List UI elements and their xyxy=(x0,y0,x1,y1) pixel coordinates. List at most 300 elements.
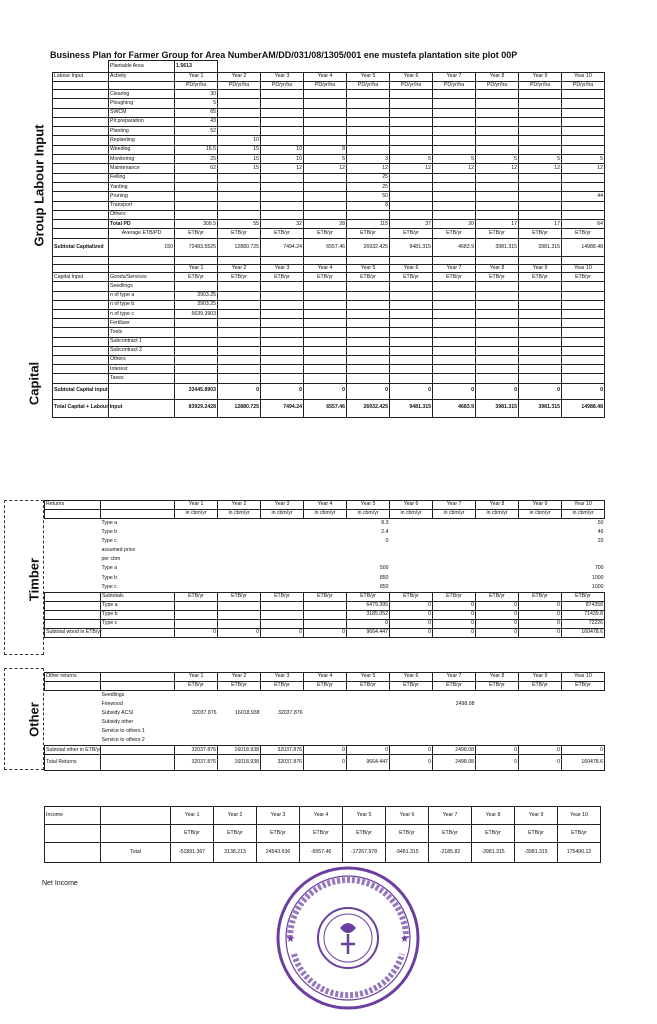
other-return-value xyxy=(519,691,562,700)
capital-item-value xyxy=(433,365,476,374)
labour-capital-table xyxy=(52,60,605,418)
activity-value xyxy=(476,182,519,191)
timber-subtotal-type-value xyxy=(261,610,304,619)
etb-unit: ETB/yr xyxy=(304,592,347,601)
capital-item-value xyxy=(347,328,390,337)
blank-cell xyxy=(53,346,109,355)
etb-unit: ETB/yr xyxy=(175,273,218,282)
capital-item-value xyxy=(390,374,433,383)
other-return-value xyxy=(519,736,562,745)
plantable-area-value: 1.5613 xyxy=(175,61,218,73)
year-header: Year 10 xyxy=(562,73,605,82)
timber-subtotal-value: 0 xyxy=(476,629,519,638)
timber-subtotal-type-name: Type b xyxy=(101,610,175,619)
other-return-name: Seedlings xyxy=(101,691,125,698)
activity-value: 43 xyxy=(175,117,218,126)
capital-total-value: 12880.725 xyxy=(218,399,261,417)
activity-name: Replanting xyxy=(109,136,175,145)
activity-value xyxy=(519,145,562,154)
blank-cell xyxy=(53,265,109,273)
activity-value xyxy=(433,108,476,117)
other-returns-label: Other returns xyxy=(45,673,101,682)
activity-value: 309.5 xyxy=(175,220,218,229)
unit-header: PD/yr/ha xyxy=(347,82,390,90)
timber-subtotal-value: 0 xyxy=(519,629,562,638)
activity-value xyxy=(175,201,218,210)
activity-value xyxy=(519,201,562,210)
capital-item-value: 3903.25 xyxy=(175,291,218,300)
capital-item-value xyxy=(261,291,304,300)
etb-unit: ETB/yr xyxy=(562,273,605,282)
activity-value xyxy=(304,99,347,108)
timber-subtotal-type-value xyxy=(218,601,261,610)
capital-item-value xyxy=(433,310,476,319)
other-return-value xyxy=(218,700,261,709)
timber-value xyxy=(304,574,347,583)
activity-value xyxy=(390,173,433,182)
year-header: Year 1 xyxy=(175,73,218,82)
timber-subtotal-value: 0 xyxy=(175,629,218,638)
capital-item-value xyxy=(304,374,347,383)
capital-item-value xyxy=(433,300,476,309)
timber-subtotal-type-value: 0 xyxy=(390,610,433,619)
timber-value xyxy=(218,537,261,546)
capital-total-value: 7494.24 xyxy=(261,399,304,417)
capital-item-name: Interest xyxy=(109,365,175,374)
blank-cell xyxy=(45,727,101,736)
capital-item-value xyxy=(390,300,433,309)
activity-value xyxy=(433,201,476,210)
blank-cell xyxy=(101,673,175,682)
timber-subtotal-type-value: 0 xyxy=(390,619,433,628)
timber-subtotal-type-value xyxy=(261,601,304,610)
other-return-value xyxy=(175,736,218,745)
timber-subtotal-type-value xyxy=(261,619,304,628)
timber-subtotal-type-value: 71439.8 xyxy=(562,610,605,619)
capital-item-value xyxy=(433,337,476,346)
other-subtotal-value: 0 xyxy=(347,746,390,755)
etb-unit: ETB/yr xyxy=(175,592,218,601)
income-total-value: 175490.12 xyxy=(558,843,601,863)
other-row xyxy=(45,709,605,718)
timber-subtotal-type-value: 0 xyxy=(433,610,476,619)
capital-item-name: Taxes xyxy=(109,374,175,383)
other-return-value xyxy=(175,718,218,727)
timber-value xyxy=(476,583,519,592)
capital-item-value xyxy=(476,355,519,364)
activity-value xyxy=(433,210,476,219)
capital-subtotal-row xyxy=(53,383,605,399)
capital-item-value xyxy=(476,282,519,291)
blank-cell xyxy=(562,257,605,265)
blank-cell xyxy=(53,155,109,164)
labour-year-header-row xyxy=(53,73,605,82)
capital-item-value xyxy=(433,355,476,364)
etb-unit: ETB/yr xyxy=(300,825,343,843)
total-returns-value: 160478.6 xyxy=(562,755,605,771)
activity-value xyxy=(390,99,433,108)
activity-value: 8 xyxy=(304,145,347,154)
other-subtotal-value: 0 xyxy=(304,746,347,755)
etb-unit: ETB/yr xyxy=(261,592,304,601)
labour-activity-row xyxy=(53,173,605,182)
other-return-value xyxy=(218,691,261,700)
labour-subtotal-value: 12880.725 xyxy=(218,239,261,257)
timber-subtotal-type-value xyxy=(304,619,347,628)
timber-subtotal-type-row xyxy=(45,601,605,610)
capital-item-value xyxy=(390,291,433,300)
timber-value xyxy=(218,574,261,583)
blank-cell xyxy=(45,564,101,573)
activity-value: 64 xyxy=(562,220,605,229)
activity-value xyxy=(433,117,476,126)
capital-item-row xyxy=(53,328,605,337)
timber-value xyxy=(562,555,605,564)
total-returns-value: 32037.876 xyxy=(175,755,218,771)
timber-type-name: Type a xyxy=(101,519,118,526)
other-return-value xyxy=(390,700,433,709)
etb-unit: ETB/yr xyxy=(476,273,519,282)
total-returns-value: 0 xyxy=(304,755,347,771)
activity-value xyxy=(519,127,562,136)
blank-cell xyxy=(53,173,109,182)
other-returns-table xyxy=(44,672,605,771)
blank-cell xyxy=(476,61,519,73)
other-return-value xyxy=(304,700,347,709)
other-return-value xyxy=(347,709,390,718)
capital-input-label: Capital Input xyxy=(53,273,109,282)
other-return-value xyxy=(347,736,390,745)
activity-value xyxy=(519,210,562,219)
activity-value xyxy=(347,136,390,145)
blank-cell xyxy=(53,99,109,108)
capital-item-value xyxy=(347,310,390,319)
activity-value xyxy=(261,192,304,201)
timber-subtotal-type-value xyxy=(218,619,261,628)
other-unit-row xyxy=(45,682,605,691)
blank-cell xyxy=(53,61,109,73)
labour-activity-row xyxy=(53,117,605,126)
blank-cell xyxy=(53,365,109,374)
capital-item-value xyxy=(304,328,347,337)
activity-value xyxy=(347,108,390,117)
timber-value: 850 xyxy=(379,574,389,581)
activity-value: 37 xyxy=(390,220,433,229)
capital-item-row xyxy=(53,346,605,355)
capital-item-row xyxy=(53,310,605,319)
activity-value xyxy=(390,117,433,126)
year-header: Year 6 xyxy=(390,673,433,682)
etb-unit: ETB/yr xyxy=(257,825,300,843)
other-subtotal-value: 16018.938 xyxy=(218,746,261,755)
activity-value: 8 xyxy=(347,201,390,210)
activity-value xyxy=(261,182,304,191)
capital-item-value xyxy=(347,319,390,328)
total-returns-value: 32037.876 xyxy=(261,755,304,771)
cbm-unit: in cbm/yr xyxy=(433,510,476,519)
activity-value: 15 xyxy=(218,145,261,154)
year-header: Year 6 xyxy=(386,807,429,825)
capital-item-value xyxy=(347,282,390,291)
year-header: Year 6 xyxy=(390,265,433,273)
capital-item-value xyxy=(261,300,304,309)
blank-cell xyxy=(53,145,109,154)
capital-subtotal-value: 0 xyxy=(433,383,476,399)
capital-item-value xyxy=(562,319,605,328)
capital-item-value xyxy=(261,346,304,355)
labour-subtotal-value: 26932.425 xyxy=(347,239,390,257)
labour-subtotal-value: 7494.24 xyxy=(261,239,304,257)
capital-subtotal-value: 0 xyxy=(519,383,562,399)
blank-cell xyxy=(101,755,175,771)
blank-cell xyxy=(53,164,109,173)
capital-item-name: n of type a xyxy=(109,291,175,300)
activity-value xyxy=(218,173,261,182)
capital-item-value xyxy=(347,291,390,300)
timber-row xyxy=(45,528,605,537)
unit-header: PD/yr/ha xyxy=(261,82,304,90)
activity-value xyxy=(347,127,390,136)
income-label: Income xyxy=(45,807,101,825)
labour-activity-row xyxy=(53,108,605,117)
other-return-value xyxy=(304,727,347,736)
capital-item-value xyxy=(218,346,261,355)
capital-item-value xyxy=(304,300,347,309)
capital-item-value xyxy=(476,365,519,374)
capital-item-value xyxy=(433,282,476,291)
timber-value xyxy=(261,574,304,583)
activity-value xyxy=(519,117,562,126)
etb-unit: ETB/yr xyxy=(562,229,605,239)
capital-item-value xyxy=(304,291,347,300)
capital-item-value xyxy=(390,346,433,355)
other-return-value xyxy=(304,691,347,700)
capital-item-value xyxy=(562,355,605,364)
year-header: Year 3 xyxy=(261,501,304,510)
capital-item-value xyxy=(218,328,261,337)
blank-cell xyxy=(45,555,101,564)
blank-cell xyxy=(45,709,101,718)
income-total-value: -3981.315 xyxy=(515,843,558,863)
activity-value xyxy=(562,145,605,154)
labour-activity-row xyxy=(53,164,605,173)
etb-unit: ETB/yr xyxy=(343,825,386,843)
timber-value xyxy=(433,555,476,564)
timber-value xyxy=(433,537,476,546)
capital-item-value xyxy=(218,291,261,300)
capital-item-name: Seedlings xyxy=(109,282,175,291)
capital-item-value xyxy=(304,346,347,355)
blank-cell xyxy=(304,61,347,73)
timber-value xyxy=(175,564,218,573)
timber-subtotal-type-value: 0 xyxy=(433,619,476,628)
timber-value xyxy=(390,564,433,573)
timber-value xyxy=(175,583,218,592)
timber-subtotal-value: 0 xyxy=(218,629,261,638)
capital-item-value xyxy=(175,282,218,291)
other-return-value xyxy=(476,691,519,700)
other-return-value xyxy=(261,736,304,745)
activity-name: Yarding xyxy=(109,182,175,191)
timber-value xyxy=(218,546,261,555)
timber-row xyxy=(45,519,605,528)
other-return-name: Subsidy ACSI xyxy=(101,709,134,716)
timber-subtotal-type-row xyxy=(45,610,605,619)
timber-value xyxy=(562,546,605,555)
activity-name: Planting xyxy=(109,127,175,136)
activity-value xyxy=(390,182,433,191)
year-header: Year 9 xyxy=(519,265,562,273)
timber-value xyxy=(347,546,390,555)
labour-activity-row xyxy=(53,155,605,164)
activity-value: 65 xyxy=(175,108,218,117)
blank-cell xyxy=(45,546,101,555)
timber-subtotal-value: 0 xyxy=(304,629,347,638)
timber-value: 46 xyxy=(597,528,604,535)
capital-item-value xyxy=(476,291,519,300)
other-return-name: Service to others 1 xyxy=(101,728,145,735)
avg-etb-value: 150 xyxy=(109,239,175,257)
activity-name: Transport xyxy=(109,201,175,210)
etb-unit: ETB/yr xyxy=(519,229,562,239)
etb-unit: ETB/yr xyxy=(304,682,347,691)
blank-cell xyxy=(53,117,109,126)
blank-cell xyxy=(347,257,390,265)
svg-text:★: ★ xyxy=(400,934,409,945)
other-return-value xyxy=(347,718,390,727)
activity-value xyxy=(390,210,433,219)
activity-value xyxy=(218,127,261,136)
year-header: Year 10 xyxy=(562,501,605,510)
other-return-value xyxy=(476,709,519,718)
capital-item-value xyxy=(218,374,261,383)
capital-item-name: Subcontract 1 xyxy=(109,337,175,346)
capital-item-value xyxy=(390,365,433,374)
blank-cell xyxy=(109,82,175,90)
activity-value xyxy=(519,136,562,145)
timber-value xyxy=(218,583,261,592)
blank-cell xyxy=(433,61,476,73)
activity-value xyxy=(433,136,476,145)
timber-subtotal-type-value: 0 xyxy=(476,610,519,619)
blank-cell xyxy=(218,61,261,73)
blank-cell xyxy=(304,257,347,265)
timber-value xyxy=(433,519,476,528)
activity-value xyxy=(304,108,347,117)
capital-item-value xyxy=(562,300,605,309)
timber-type-name: assumed price xyxy=(101,547,136,554)
etb-unit: ETB/yr xyxy=(390,229,433,239)
activity-value xyxy=(304,210,347,219)
blank-cell xyxy=(433,257,476,265)
other-row xyxy=(45,727,605,736)
timber-value xyxy=(175,574,218,583)
etb-unit: ETB/yr xyxy=(519,682,562,691)
blank-cell xyxy=(53,136,109,145)
other-label: Other xyxy=(26,702,42,737)
timber-dashed-frame xyxy=(4,500,44,655)
timber-value: 850 xyxy=(379,583,389,590)
labour-subtotal-label: Subtotal Capitalized xyxy=(53,239,109,257)
total-returns-row xyxy=(45,755,605,771)
unit-header: PD/yr/ha xyxy=(304,82,347,90)
year-header: Year 8 xyxy=(472,807,515,825)
year-header: Year 3 xyxy=(261,73,304,82)
timber-subtotal-type-name: Type c xyxy=(101,619,175,628)
capital-item-value xyxy=(304,355,347,364)
capital-item-value xyxy=(519,374,562,383)
etb-unit: ETB/yr xyxy=(476,592,519,601)
etb-unit: ETB/yr xyxy=(171,825,214,843)
activity-value: 20 xyxy=(433,220,476,229)
cbm-unit: in cbm/yr xyxy=(175,510,218,519)
capital-total-value: 3981.315 xyxy=(476,399,519,417)
activity-name: Total PD xyxy=(109,220,175,229)
timber-value xyxy=(218,555,261,564)
year-header: Year 9 xyxy=(519,73,562,82)
blank-cell xyxy=(101,825,171,843)
timber-subtotal-type-value: 0 xyxy=(390,601,433,610)
capital-item-value xyxy=(476,300,519,309)
document-title: Business Plan for Farmer Group for Area NumberAM/DD/031/08/1305/001 ene mustefa plantation site plot 00P xyxy=(50,50,518,60)
capital-item-value xyxy=(562,374,605,383)
capital-item-value xyxy=(476,319,519,328)
timber-subtotal-type-value: 0 xyxy=(519,601,562,610)
activity-value xyxy=(562,173,605,182)
capital-total-label: Total Capital + Labour Input xyxy=(53,399,109,417)
activity-value xyxy=(218,210,261,219)
timber-value xyxy=(476,574,519,583)
capital-item-value xyxy=(347,365,390,374)
activity-value xyxy=(562,136,605,145)
capital-item-value xyxy=(175,365,218,374)
blank-cell xyxy=(45,736,101,745)
activity-value xyxy=(261,210,304,219)
etb-unit: ETB/yr xyxy=(562,592,605,601)
activity-value: 3 xyxy=(347,155,390,164)
year-header: Year 4 xyxy=(304,673,347,682)
activity-value xyxy=(562,90,605,99)
activity-value: 32 xyxy=(261,220,304,229)
activity-value xyxy=(261,136,304,145)
timber-value xyxy=(519,574,562,583)
avg-etb-label: Average ETB/PD xyxy=(109,229,175,239)
capital-subtotal-label: Subtotal Capital input xyxy=(53,383,109,399)
timber-value xyxy=(433,574,476,583)
timber-value xyxy=(218,519,261,528)
other-subtotal-row xyxy=(45,746,605,755)
other-subtotal-value: 0 xyxy=(562,746,605,755)
activity-value: 12 xyxy=(476,164,519,173)
other-row xyxy=(45,691,605,700)
timber-value: 0 xyxy=(385,537,389,544)
other-return-value xyxy=(304,718,347,727)
activity-value: 5 xyxy=(433,155,476,164)
activity-value xyxy=(218,90,261,99)
etb-unit: ETB/yr xyxy=(519,592,562,601)
activity-name: Pit preparation xyxy=(109,117,175,126)
timber-value xyxy=(519,583,562,592)
capital-subtotal-value: 33445.8903 xyxy=(175,383,218,399)
capital-item-value xyxy=(347,300,390,309)
other-return-value xyxy=(390,736,433,745)
etb-unit: ETB/yr xyxy=(390,682,433,691)
activity-value: 12 xyxy=(433,164,476,173)
year-header: Year 10 xyxy=(562,265,605,273)
activity-value xyxy=(390,192,433,201)
etb-unit: ETB/yr xyxy=(218,229,261,239)
capital-label: Capital xyxy=(26,361,42,406)
